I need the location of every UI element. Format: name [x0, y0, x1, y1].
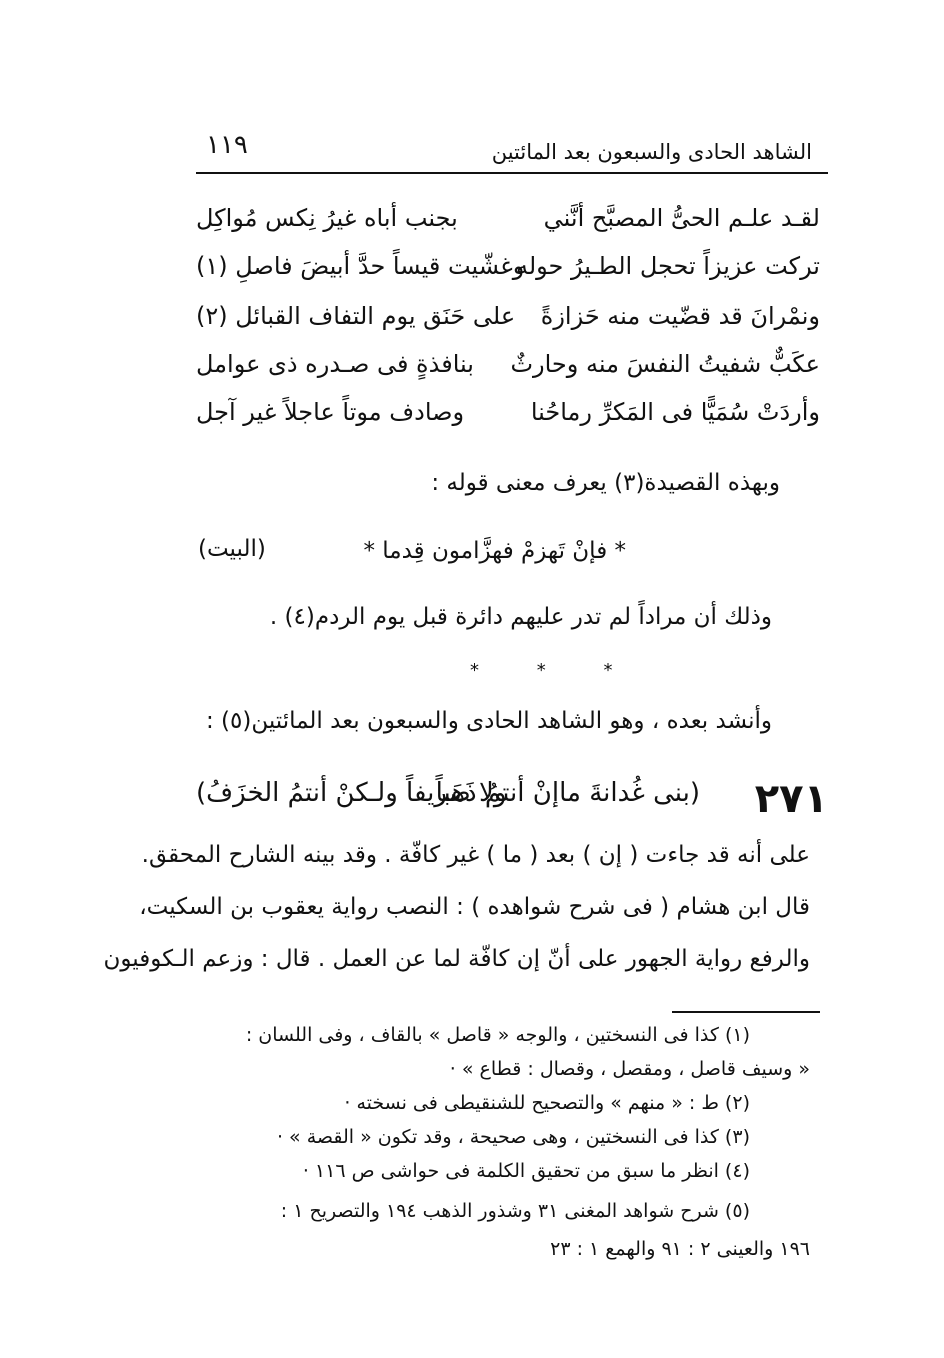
footnote-line: (٥) شرح شواهد المغنى ٣١ وشذور الذهب ١٩٤ والتصريح ١ :	[280, 1200, 750, 1222]
footnote-line: (٤) انظر ما سبق من تحقيق الكلمة فى حواشى ص ١١٦ ·	[302, 1160, 750, 1182]
verse-hemistich-second: بجنب أباه غيرُ نِكس مُواكِل	[196, 204, 458, 232]
anshad-line: وأنشد بعده ، وهو الشاهد الحادى والسبعون بعد المائتين(٥) :	[205, 708, 772, 734]
footnote-rule	[672, 1011, 820, 1013]
verse-hemistich-second: بنافذةٍ فى صـدره ذى عوامل	[196, 350, 474, 378]
verse-hemistich-second: وغشّيت قيساً حدَّ أبيضَ فاصلِ (١)	[196, 252, 525, 280]
footnote-line: (٢) ط : « منهم » والتصحيح للشنقيطى فى نسخته ·	[344, 1092, 750, 1114]
verse-hemistich-first: لقـد علـم الحىُّ المصبَّح أنَّني	[543, 204, 820, 232]
body-line: والرفع رواية الجهور على أنّ إن كافّة لما عن العمل . قال : وزعم الـكوفيون	[103, 946, 810, 972]
verse-hemistich-first: تركت عزيزاً تحجل الطـيرُ حوله	[515, 252, 820, 280]
witness-verse-second: ولا صريفاً ولـكنْ أنتمُ الخزَفُ)	[196, 778, 507, 808]
intro-line: وبهذه القصيدة(٣) يعرف معنى قوله :	[431, 470, 780, 496]
verse-hemistich-first: وأردَتْ سُمَيًّا فى المَكرِّ رماحُنا	[530, 398, 820, 426]
section-separator: * * *	[470, 660, 639, 681]
quoted-hemistich: * فإنْ تَهزمْ فهزَّامون قِدما *	[363, 538, 626, 564]
page-number: ١١٩	[206, 130, 248, 160]
verse-hemistich-first: عكَبٌّ شفيتُ النفسَ منه وحارثٌ	[510, 350, 820, 378]
body-line: قال ابن هشام ( فى شرح شواهده ) : النصب رواية يعقوب بن السكيت،	[139, 894, 810, 920]
verse-line	[196, 350, 820, 398]
witness-number: ٢٧١	[754, 776, 828, 822]
footnote-line: ١٩٦ والعينى ٢ : ٩١ والهمع ١ : ٢٣	[550, 1238, 810, 1260]
footnote-line: (١) كذا فى النسختين ، والوجه « قاصل » بالقاف ، وفى اللسان :	[245, 1024, 750, 1046]
witness-verse-first: (بنى غُدانةَ ماإنْ أنتمُ ذَهَباً	[435, 778, 700, 808]
verse-line	[196, 398, 820, 446]
header-rule	[196, 172, 828, 174]
quote-tag: (البيت)	[198, 536, 266, 562]
footnote-line: (٣) كذا فى النسختين ، وهى صحيحة ، وقد تكون « القصة » ·	[276, 1126, 750, 1148]
footnote-line: « وسيف قاصل ، ومقصل ، وقصال : قطاع » ·	[449, 1058, 810, 1080]
body-line: على أنه قد جاءت ( إن ) بعد ( ما ) غير كافّة . وقد بينه الشارح المحقق.	[141, 842, 810, 868]
running-header-title: الشاهد الحادى والسبعون بعد المائتين	[491, 140, 812, 164]
verse-line	[196, 204, 820, 252]
verse-hemistich-second: وصادف موتاً عاجلاً غير آجل	[196, 398, 465, 426]
verse-hemistich-first: ونمْرانَ قد قضّيت منه حَزازةً	[540, 302, 820, 330]
explanation-line: وذلك أن مراداً لم تدر عليهم دائرة قبل يوم الردم(٤) .	[269, 604, 772, 630]
verse-line	[196, 252, 820, 300]
verse-hemistich-second: على حَنَق يوم التفاف القبائل (٢)	[196, 302, 516, 330]
verse-line	[196, 302, 820, 350]
